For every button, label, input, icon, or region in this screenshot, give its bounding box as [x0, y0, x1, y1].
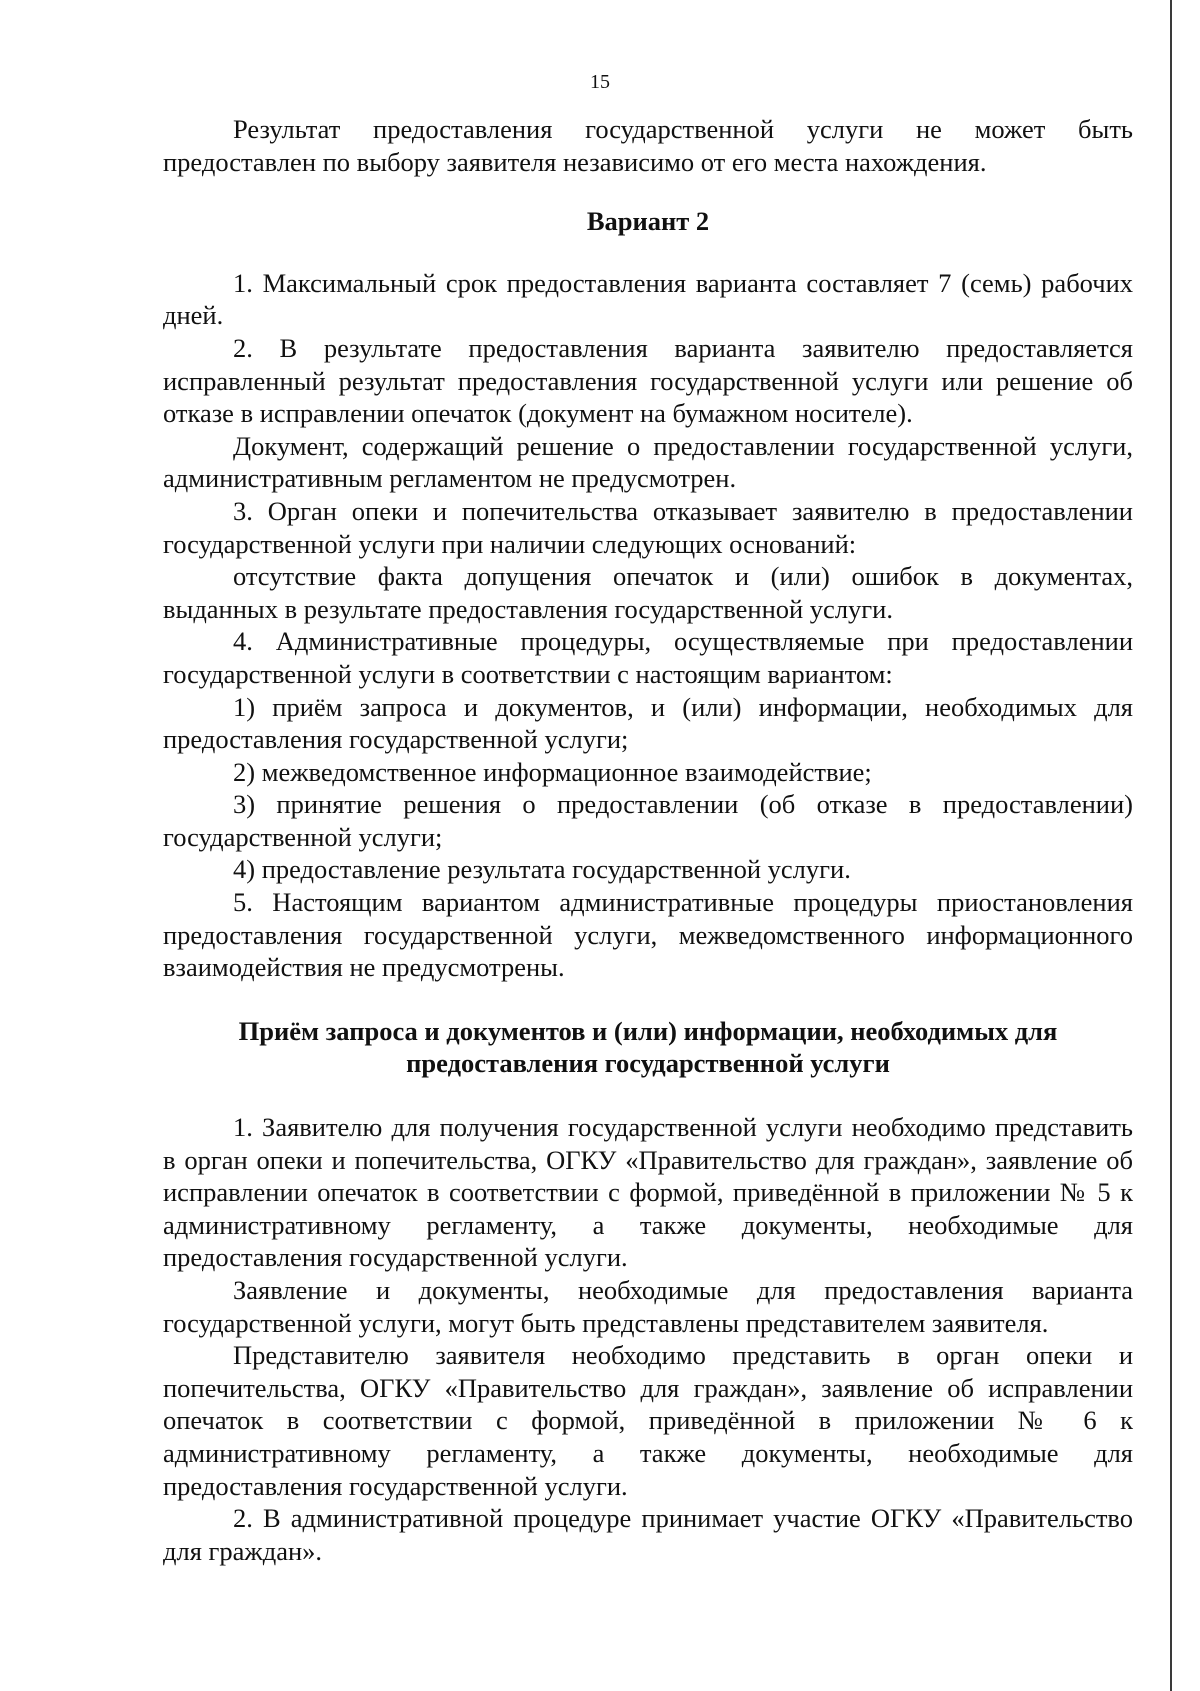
document-body: [163, 113, 1133, 1567]
variant-paragraph: 2. В результате предоставления варианта заявителю предоставляется исправленный результат предоставления государственной услуги или решение об отказе в исправлении опечаток (документ на бумажном носителе).: [163, 332, 1133, 429]
variant-paragraph: отсутствие факта допущения опечаток и (или) ошибок в документах, выданных в результате предоставления государственной услуги.: [163, 561, 1133, 624]
variant-paragraph: 1) приём запроса и документов, и (или) информации, необходимых для предоставления государственной услуги;: [163, 691, 1133, 755]
section-heading-line: Приём запроса и документов и (или) информации, необходимых для: [238, 1015, 1058, 1046]
section-heading-line: предоставления государственной услуги: [406, 1048, 890, 1079]
variant-paragraph: 3) принятие решения о предоставлении (об отказе в предоставлении) государственной услуги;: [163, 789, 1133, 852]
variant-paragraph: 4. Административные процедуры, осуществляемые при предоставлении государственной услуги в соответствии с настоящим вариантом:: [163, 626, 1133, 689]
page-right-edge-line: [1170, 0, 1172, 1691]
variant-paragraph: 5. Настоящим вариантом административные процедуры приостановления предоставления государственной услуги, межведомственного информационного взаимодействия не предусмотрены.: [163, 887, 1133, 983]
section-paragraph: Представителю заявителя необходимо представить в орган опеки и попечительства, ОГКУ «Правительство для граждан», заявление об исправлении опечаток в соответствии с формой, приведённой в приложении № 6 к административному регламенту, а также документы, необходимые для предоставления государственной услуги.: [163, 1340, 1133, 1501]
variant-paragraph: Документ, содержащий решение о предоставлении государственной услуги, административным регламентом не предусмотрен.: [163, 430, 1133, 494]
variant-heading: Вариант 2: [586, 206, 710, 237]
section-heading: [163, 1015, 1133, 1080]
variant-paragraph: 2) межведомственное информационное взаимодействие;: [233, 756, 872, 787]
variant-paragraph: 1. Максимальный срок предоставления варианта составляет 7 (семь) рабочих дней.: [163, 267, 1133, 331]
intro-paragraph: Результат предоставления государственной услуги не может быть предоставлен по выбору заявителя независимо от его места нахождения.: [163, 114, 1133, 177]
section-paragraph: 2. В административной процедуре принимает участие ОГКУ «Правительство для граждан».: [163, 1503, 1133, 1566]
page-number: 15: [590, 71, 610, 93]
section-paragraph: Заявление и документы, необходимые для предоставления варианта государственной услуги, могут быть представлены представителем заявителя.: [163, 1275, 1133, 1338]
variant-paragraph: 3. Орган опеки и попечительства отказывает заявителю в предоставлении государственной услуги при наличии следующих оснований:: [163, 495, 1133, 559]
section-paragraph: 1. Заявителю для получения государственной услуги необходимо представить в орган опеки и попечительства, ОГКУ «Правительство для граждан», заявление об исправлении опечаток в соответствии с формой, приведённой в приложении № 5 к административному регламенту, а также документы, необходимые для предоставления государственной услуги.: [163, 1112, 1133, 1273]
variant-paragraph: 4) предоставление результата государственной услуги.: [233, 854, 851, 885]
